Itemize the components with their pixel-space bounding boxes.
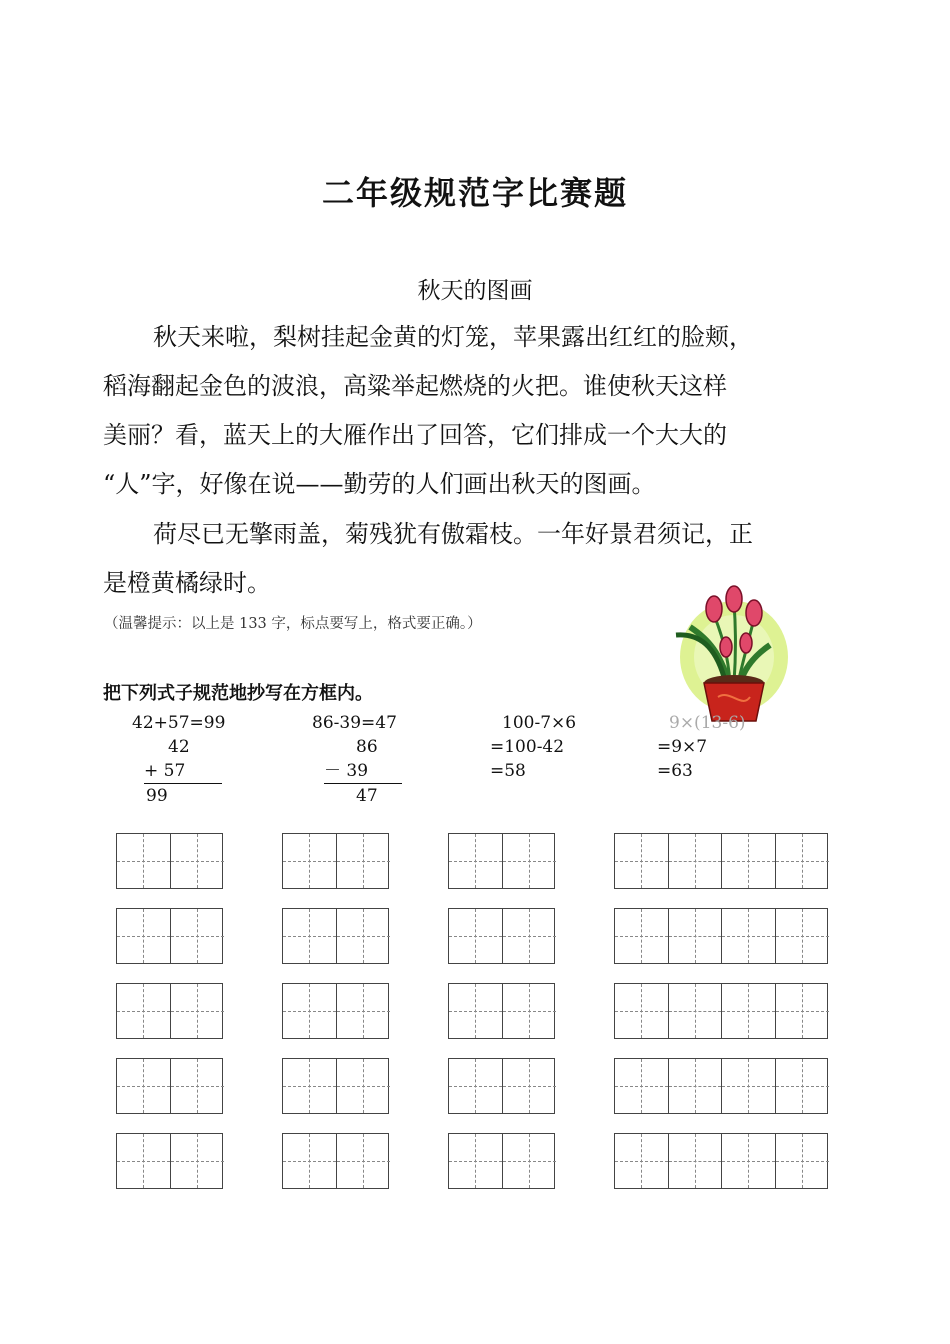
calc-4 xyxy=(657,711,746,783)
writing-box[interactable] xyxy=(116,833,223,889)
writing-box[interactable] xyxy=(614,908,828,964)
calc-2-result: 47 xyxy=(356,786,378,806)
cell-guide-vertical xyxy=(309,834,310,888)
cell-guide-vertical xyxy=(748,1059,749,1113)
writing-cell[interactable] xyxy=(337,1134,391,1188)
writing-cell[interactable] xyxy=(117,984,171,1038)
writing-cell[interactable] xyxy=(449,909,503,963)
calc-2-top: 86 xyxy=(356,737,378,757)
cell-guide-vertical xyxy=(143,1059,144,1113)
writing-box[interactable] xyxy=(614,983,828,1039)
paragraph-2-line: 荷尽已无擎雨盖，菊残犹有傲霜枝。一年好景君须记，正 xyxy=(153,520,753,548)
paragraph-1-line: 稻海翻起金色的波浪，高粱举起燃烧的火把。谁使秋天这样 xyxy=(103,372,727,400)
paragraph-2-line: 是橙黄橘绿时。 xyxy=(103,569,271,597)
cell-guide-vertical xyxy=(143,984,144,1038)
cell-guide-vertical xyxy=(197,909,198,963)
calc-3 xyxy=(490,711,576,783)
page-title: 二年级规范字比赛题 xyxy=(321,174,628,212)
writing-cell[interactable] xyxy=(722,909,776,963)
writing-box[interactable] xyxy=(448,983,555,1039)
cell-guide-vertical xyxy=(309,909,310,963)
cell-guide-vertical xyxy=(802,834,803,888)
writing-cell[interactable] xyxy=(776,909,830,963)
cell-guide-vertical xyxy=(197,1134,198,1188)
instruction-text: 把下列式子规范地抄写在方框内。 xyxy=(103,683,373,704)
writing-cell[interactable] xyxy=(283,1059,337,1113)
cell-guide-vertical xyxy=(197,984,198,1038)
cell-guide-vertical xyxy=(748,909,749,963)
calc-4-step-2: =63 xyxy=(657,761,693,781)
paragraph-1 xyxy=(103,313,863,509)
cell-guide-vertical xyxy=(143,1134,144,1188)
writing-cell[interactable] xyxy=(669,909,723,963)
calc-2-expression: 86-39=47 xyxy=(312,713,397,733)
writing-cell[interactable] xyxy=(171,909,225,963)
cell-guide-vertical xyxy=(695,909,696,963)
cell-guide-vertical xyxy=(695,1059,696,1113)
flower-pot-image xyxy=(670,585,790,730)
cell-guide-vertical xyxy=(695,1134,696,1188)
calc-2 xyxy=(312,711,402,808)
writing-cell[interactable] xyxy=(615,984,669,1038)
writing-cell[interactable] xyxy=(669,1134,723,1188)
calc-3-expression: 100-7×6 xyxy=(502,713,577,733)
paragraph-1-line: 秋天来啦，梨树挂起金黄的灯笼，苹果露出红红的脸颊， xyxy=(153,323,753,351)
cell-guide-vertical xyxy=(363,1134,364,1188)
cell-guide-vertical xyxy=(475,1059,476,1113)
paragraph-1-line: 美丽？看，蓝天上的大雁作出了回答，它们排成一个大大的 xyxy=(103,421,727,449)
writing-cell[interactable] xyxy=(171,834,225,888)
writing-cell[interactable] xyxy=(117,1059,171,1113)
cell-guide-vertical xyxy=(475,834,476,888)
cell-guide-vertical xyxy=(802,909,803,963)
writing-cell[interactable] xyxy=(171,1059,225,1113)
writing-cell[interactable] xyxy=(283,834,337,888)
cell-guide-vertical xyxy=(143,834,144,888)
cell-guide-vertical xyxy=(529,909,530,963)
writing-cell[interactable] xyxy=(337,834,391,888)
writing-cell[interactable] xyxy=(171,984,225,1038)
cell-guide-vertical xyxy=(197,834,198,888)
calc-1-expression: 42+57=99 xyxy=(132,713,226,733)
cell-guide-vertical xyxy=(475,984,476,1038)
writing-cell[interactable] xyxy=(615,834,669,888)
writing-box[interactable] xyxy=(282,1133,389,1189)
cell-guide-vertical xyxy=(802,1134,803,1188)
writing-cell[interactable] xyxy=(776,984,830,1038)
cell-guide-vertical xyxy=(197,1059,198,1113)
calc-4-step-1: =9×7 xyxy=(657,737,708,757)
cell-guide-vertical xyxy=(363,909,364,963)
cell-guide-vertical xyxy=(748,1134,749,1188)
calc-4-expression: 9×(13-6) xyxy=(669,713,746,733)
cell-guide-vertical xyxy=(309,1059,310,1113)
cell-guide-vertical xyxy=(529,984,530,1038)
calc-1-addend: + 57 xyxy=(144,759,222,784)
cell-guide-vertical xyxy=(363,1059,364,1113)
writing-box[interactable] xyxy=(116,983,223,1039)
cell-guide-vertical xyxy=(641,909,642,963)
writing-box[interactable] xyxy=(282,1058,389,1114)
cell-guide-vertical xyxy=(748,834,749,888)
writing-cell[interactable] xyxy=(337,909,391,963)
writing-box[interactable] xyxy=(282,908,389,964)
writing-box[interactable] xyxy=(614,1058,828,1114)
calc-1-result: 99 xyxy=(146,786,168,806)
cell-guide-vertical xyxy=(748,984,749,1038)
writing-box[interactable] xyxy=(448,1058,555,1114)
writing-box[interactable] xyxy=(282,983,389,1039)
paragraph-1-line: “人”字，好像在说——勤劳的人们画出秋天的图画。 xyxy=(103,470,656,498)
cell-guide-vertical xyxy=(363,984,364,1038)
writing-cell[interactable] xyxy=(669,1059,723,1113)
writing-cell[interactable] xyxy=(776,834,830,888)
cell-guide-vertical xyxy=(695,834,696,888)
cell-guide-vertical xyxy=(641,1134,642,1188)
writing-cell[interactable] xyxy=(337,984,391,1038)
writing-cell[interactable] xyxy=(171,1134,225,1188)
writing-cell[interactable] xyxy=(722,1134,776,1188)
writing-cell[interactable] xyxy=(337,1059,391,1113)
calc-3-step-1: =100-42 xyxy=(490,737,565,757)
writing-cell[interactable] xyxy=(503,909,557,963)
writing-cell[interactable] xyxy=(722,1059,776,1113)
cell-guide-vertical xyxy=(363,834,364,888)
cell-guide-vertical xyxy=(309,1134,310,1188)
writing-cell[interactable] xyxy=(722,984,776,1038)
writing-cell[interactable] xyxy=(615,1059,669,1113)
writing-cell[interactable] xyxy=(283,984,337,1038)
writing-cell[interactable] xyxy=(283,909,337,963)
writing-cell[interactable] xyxy=(503,834,557,888)
writing-cell[interactable] xyxy=(615,909,669,963)
writing-cell[interactable] xyxy=(503,1134,557,1188)
writing-cell[interactable] xyxy=(669,984,723,1038)
writing-box[interactable] xyxy=(448,908,555,964)
calc-1 xyxy=(132,711,225,808)
writing-cell[interactable] xyxy=(669,834,723,888)
writing-box[interactable] xyxy=(116,1133,223,1189)
writing-box[interactable] xyxy=(448,833,555,889)
cell-guide-vertical xyxy=(802,984,803,1038)
writing-cell[interactable] xyxy=(776,1134,830,1188)
cell-guide-vertical xyxy=(475,1134,476,1188)
writing-cell[interactable] xyxy=(503,1059,557,1113)
writing-cell[interactable] xyxy=(283,1134,337,1188)
writing-cell[interactable] xyxy=(503,984,557,1038)
cell-guide-vertical xyxy=(529,1134,530,1188)
writing-cell[interactable] xyxy=(117,1134,171,1188)
calc-3-step-2: =58 xyxy=(490,761,526,781)
cell-guide-vertical xyxy=(641,834,642,888)
cell-guide-vertical xyxy=(695,984,696,1038)
passage-title: 秋天的图画 xyxy=(417,278,533,304)
writing-cell[interactable] xyxy=(117,909,171,963)
calc-2-subtrahend: － 39 xyxy=(324,759,402,784)
writing-cell[interactable] xyxy=(722,834,776,888)
writing-cell[interactable] xyxy=(615,1134,669,1188)
writing-box[interactable] xyxy=(116,908,223,964)
writing-cell[interactable] xyxy=(449,834,503,888)
cell-guide-vertical xyxy=(802,1059,803,1113)
calc-1-top: 42 xyxy=(168,737,190,757)
cell-guide-vertical xyxy=(641,984,642,1038)
cell-guide-vertical xyxy=(529,834,530,888)
cell-guide-vertical xyxy=(529,1059,530,1113)
cell-guide-vertical xyxy=(143,909,144,963)
writing-box[interactable] xyxy=(116,1058,223,1114)
cell-guide-vertical xyxy=(475,909,476,963)
writing-box[interactable] xyxy=(448,1133,555,1189)
writing-cell[interactable] xyxy=(449,1134,503,1188)
cell-guide-vertical xyxy=(309,984,310,1038)
writing-box[interactable] xyxy=(614,833,828,889)
writing-cell[interactable] xyxy=(776,1059,830,1113)
writing-box[interactable] xyxy=(282,833,389,889)
writing-cell[interactable] xyxy=(117,834,171,888)
cell-guide-vertical xyxy=(641,1059,642,1113)
hint-text: （温馨提示：以上是 133 字，标点要写上，格式要正确。） xyxy=(104,616,482,632)
writing-box[interactable] xyxy=(614,1133,828,1189)
writing-cell[interactable] xyxy=(449,1059,503,1113)
writing-cell[interactable] xyxy=(449,984,503,1038)
